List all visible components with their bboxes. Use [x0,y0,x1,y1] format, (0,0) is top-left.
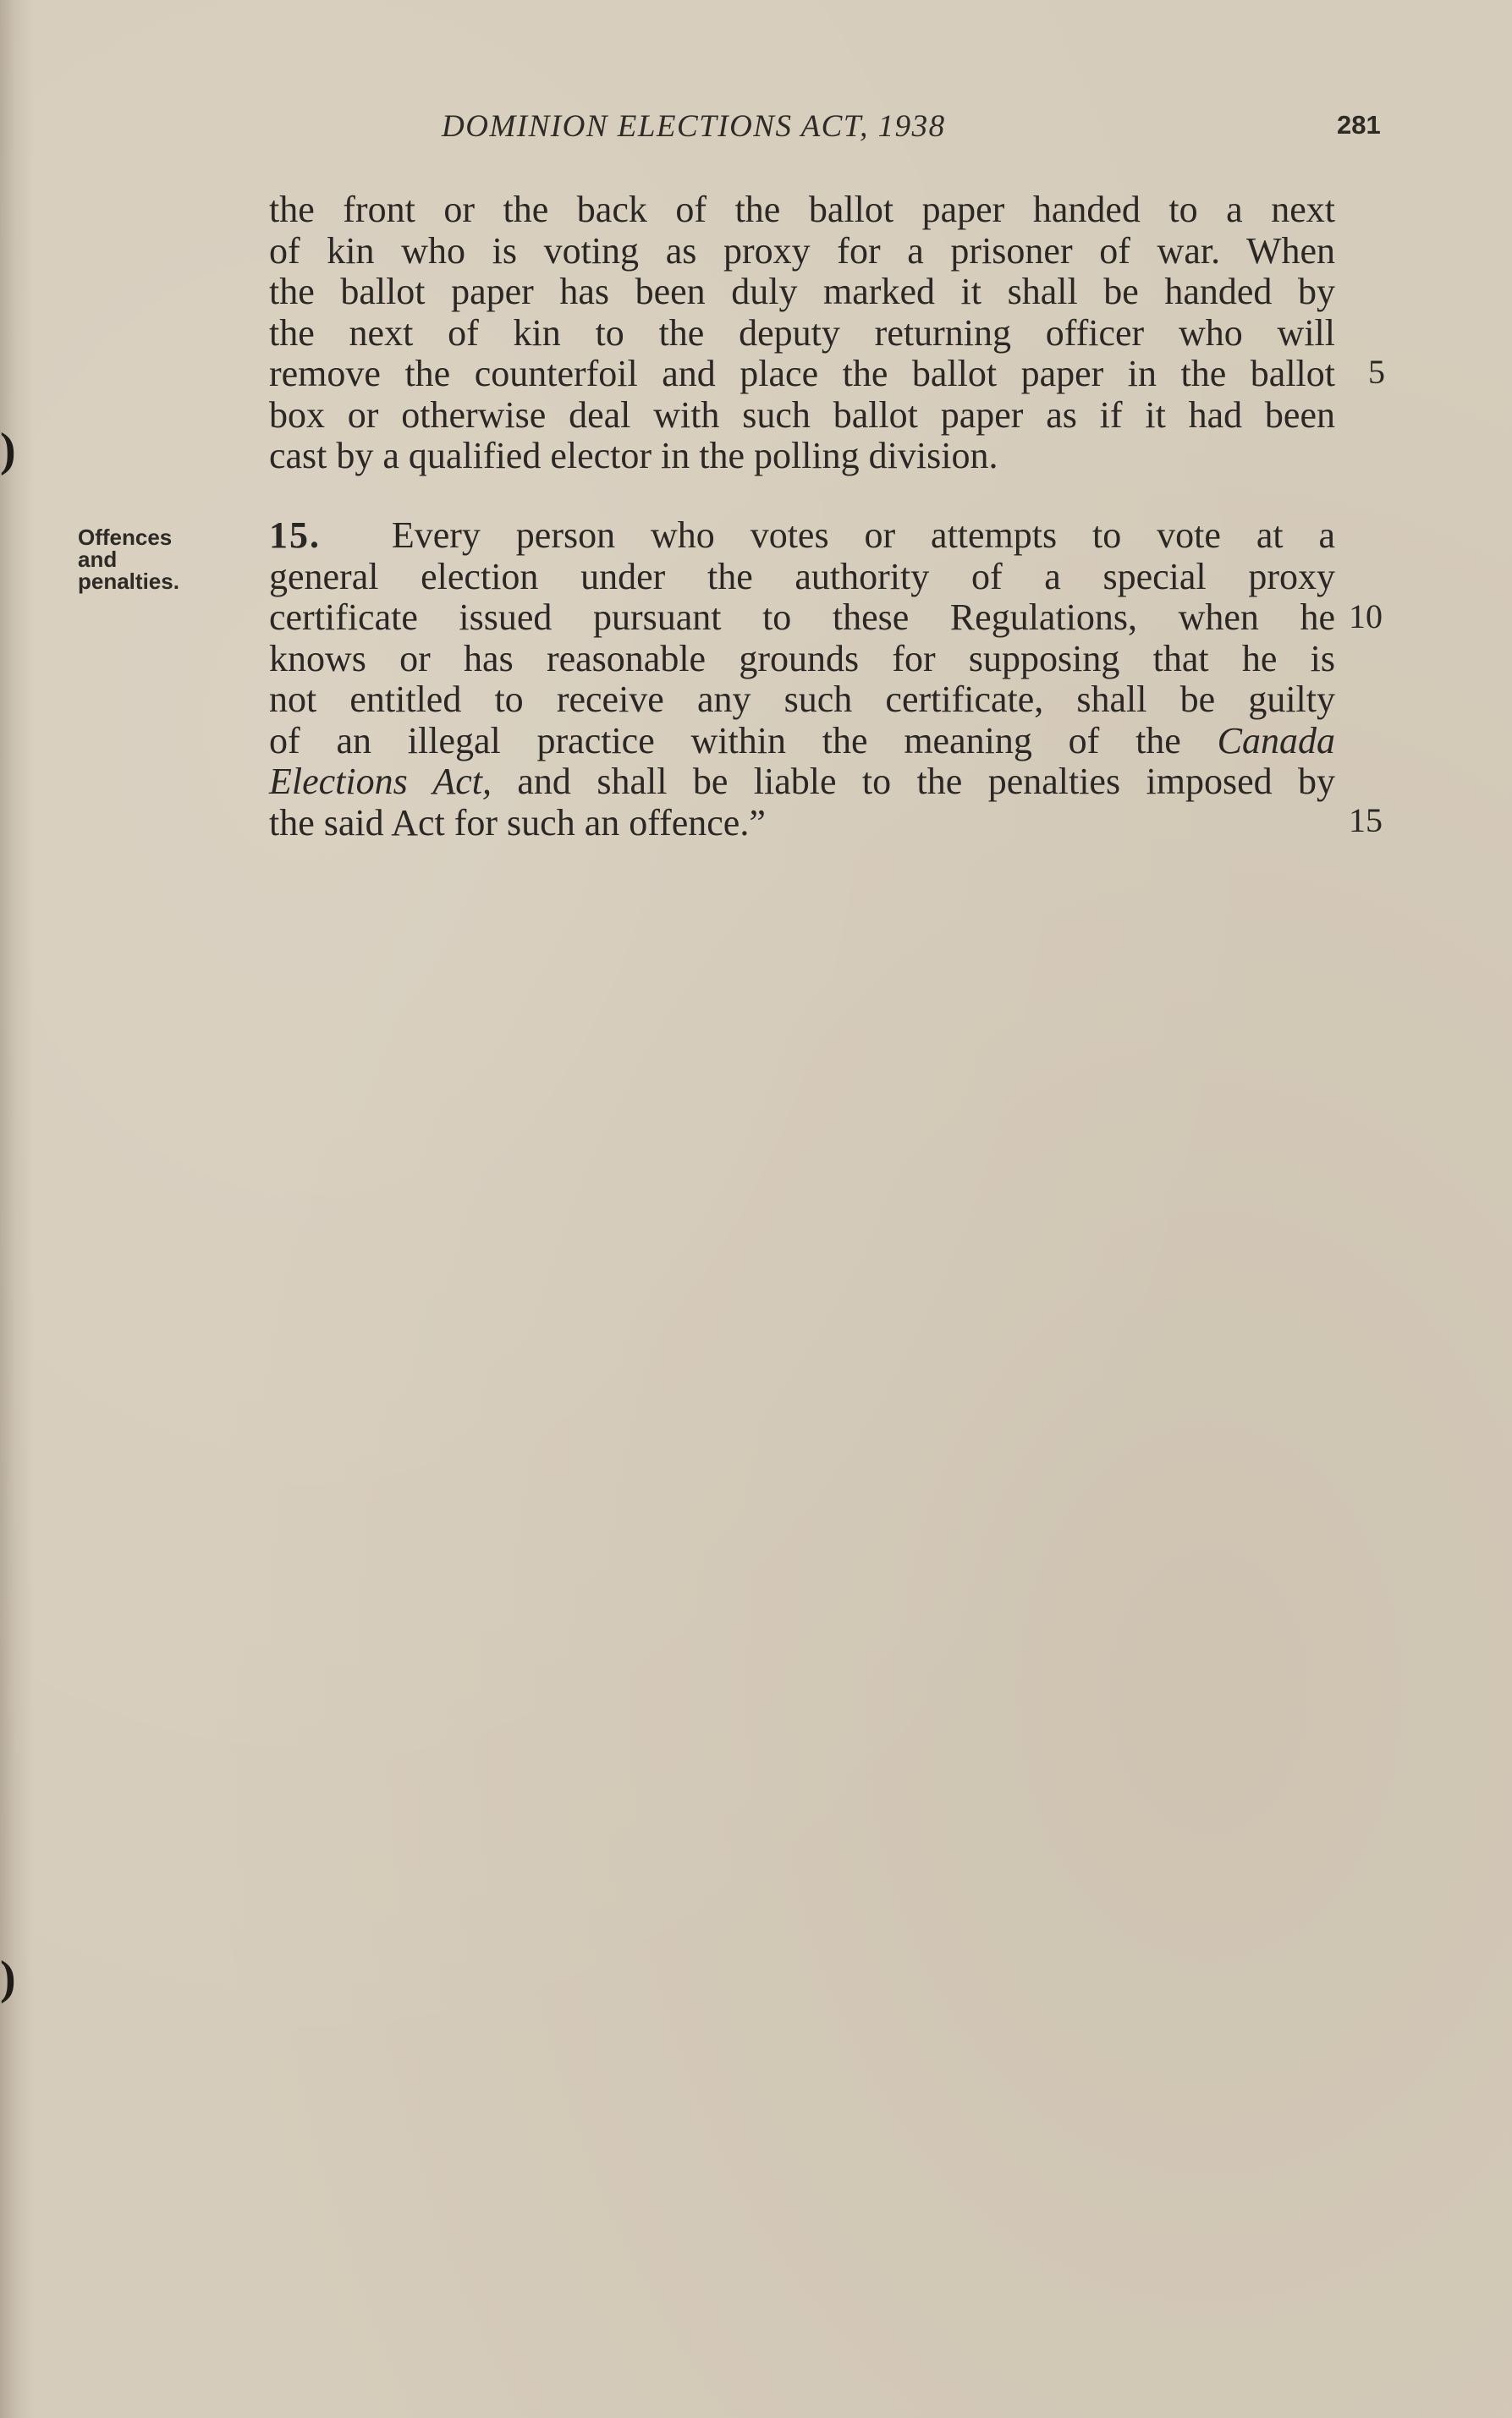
binding-mark-bottom: ) [0,1952,16,2004]
text-segment: of an illegal practice within the meaning of the [269,719,1181,761]
text-line: the front or the back of the ballot paper handed to a next [269,189,1335,230]
line-number-5: 5 [1368,353,1385,391]
line-number-15: 15 [1349,801,1383,839]
text-line: the said Act for such an offence.” [269,801,766,844]
text-line: general election under the authority of a special proxy [269,555,1335,597]
page-number: 281 [1337,110,1381,140]
line-number-10: 10 [1349,597,1383,635]
text-line: cast by a qualified elector in the polling division. [269,435,998,476]
margin-note-line: and [78,547,118,572]
text-segment: and shall be liable to the penalties imposed by [517,761,1335,802]
text-line: certificate issued pursuant to these Regulations, when he [269,596,1335,638]
text-segment: Every person who votes or attempts to vote at a [391,514,1336,556]
text-line: of kin who is voting as proxy for a prisoner of war. When [269,229,1335,272]
margin-note [78,526,179,592]
text-line: knows or has reasonable grounds for supposing that he is [269,637,1335,679]
margin-note-line: Offences [78,525,173,550]
act-title-italic: Canada [1217,719,1335,761]
section-number: 15. [269,514,321,556]
paragraph-continuation [269,190,1335,477]
text-line [269,721,1335,762]
margin-note-line: penalties. [78,569,179,594]
text-line: not entitled to receive any such certificate, shall be guilty [269,679,1335,720]
act-title-italic: Elections Act, [269,761,492,802]
text-line: the next of kin to the deputy returning officer who will [269,311,1335,354]
text-line: remove the counterfoil and place the ballot paper in the ballot [269,353,1335,394]
section-15-paragraph [269,515,1335,844]
text-line [269,515,1335,557]
text-line [269,761,1335,803]
text-line: the ballot paper has been duly marked it shall be handed by [269,271,1335,312]
text-line: box or otherwise deal with such ballot paper as if it had been [269,393,1335,436]
running-head: DOMINION ELECTIONS ACT, 1938 [442,109,946,144]
binding-mark-top: ) [0,424,16,476]
